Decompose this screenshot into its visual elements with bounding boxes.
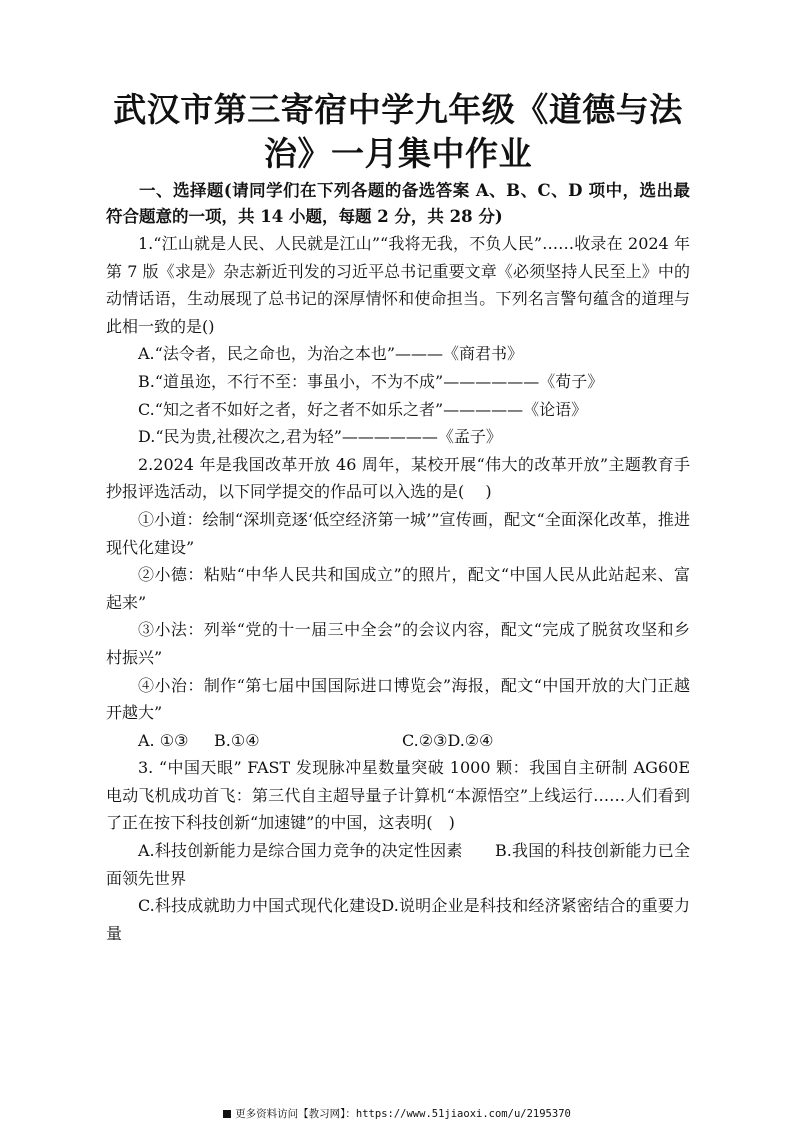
question-1-stem: 1.“江山就是人民、人民就是江山”“我将无我，不负人民”……收录在 2024 年第 7 版《求是》杂志新近刊发的习近平总书记重要文章《必须坚持人民至上》中的动情话语，生动展现了总书记的深厚情怀和使命担当。下列名言警句蕴含的道理与此相一致的是() <box>106 234 690 336</box>
question-3-stem: 3. “中国天眼” FAST 发现脉冲星数量突破 1000 颗：我国自主研制 AG60E 电动飞机成功首飞：第三代自主超导量子计算机“本源悟空”上线运行……人们看到了正在按下科技创新“加速键”的中国，这表明( ) <box>106 758 690 833</box>
question-2-statement-1: ①小道：绘制“深圳竞逐‘低空经济第一城’”宣传画，配文“全面深化改革，推进现代化建设” <box>106 509 690 557</box>
page-footer <box>0 1106 794 1121</box>
question-2-statement-2: ②小德：粘贴“中华人民共和国成立”的照片，配文“中国人民从此站起来、富起来” <box>106 565 690 612</box>
question-1-option-a: A.“法令者，民之命也，为治之本也”———《商君书》 <box>138 344 524 364</box>
question-2-option-b: B.①④ <box>214 730 260 750</box>
question-2-option-a: A. ①③ <box>138 730 189 750</box>
title-line-2: 治》一月集中作业 <box>264 134 532 173</box>
question-1-option-c: C.“知之者不如好之者，好之者不如乐之者”—————《论语》 <box>138 399 588 419</box>
title-line-1: 武汉市第三寄宿中学九年级《道德与法 <box>113 90 683 129</box>
question-2-stem: 2.2024 年是我国改革开放 46 周年，某校开展“伟大的改革开放”主题教育手抄报评选活动，以下同学提交的作品可以入选的是( ) <box>106 454 690 502</box>
question-2-statement-3: ③小法：列举“党的十一届三中全会”的会议内容，配文“完成了脱贫攻坚和乡村振兴” <box>106 620 690 667</box>
question-1-option-d: D.“民为贵,社稷次之,君为轻”——————《孟子》 <box>138 427 502 447</box>
section-heading: 一、选择题(请同学们在下列各题的备选答案 A、B、C、D 项中，选出最符合题意的一项，共 14 小题，每题 2 分，共 28 分) <box>106 181 690 226</box>
question-2-option-cd: C.②③D.②④ <box>402 730 494 750</box>
flag-icon <box>223 1110 231 1118</box>
question-1-option-b: B.“道虽迩，不行不至：事虽小，不为不成”——————《荀子》 <box>138 371 604 391</box>
question-3-options-cd: C.科技成就助力中国式现代化建设D.说明企业是科技和经济紧密结合的重要力量 <box>106 896 690 943</box>
document-page <box>106 88 690 947</box>
question-3-options-ab: A.科技创新能力是综合国力竞争的决定性因素 B.我国的科技创新能力已全面领先世界 <box>106 841 690 888</box>
document-title <box>106 88 690 176</box>
question-2-statement-4: ④小治：制作“第七届中国国际进口博览会”海报，配文“中国开放的大门正越开越大” <box>106 675 690 723</box>
question-2-options <box>106 727 690 755</box>
footer-text: 更多资料访问【教习网】：https://www.51jiaoxi.com/u/2195370 <box>235 1108 571 1120</box>
